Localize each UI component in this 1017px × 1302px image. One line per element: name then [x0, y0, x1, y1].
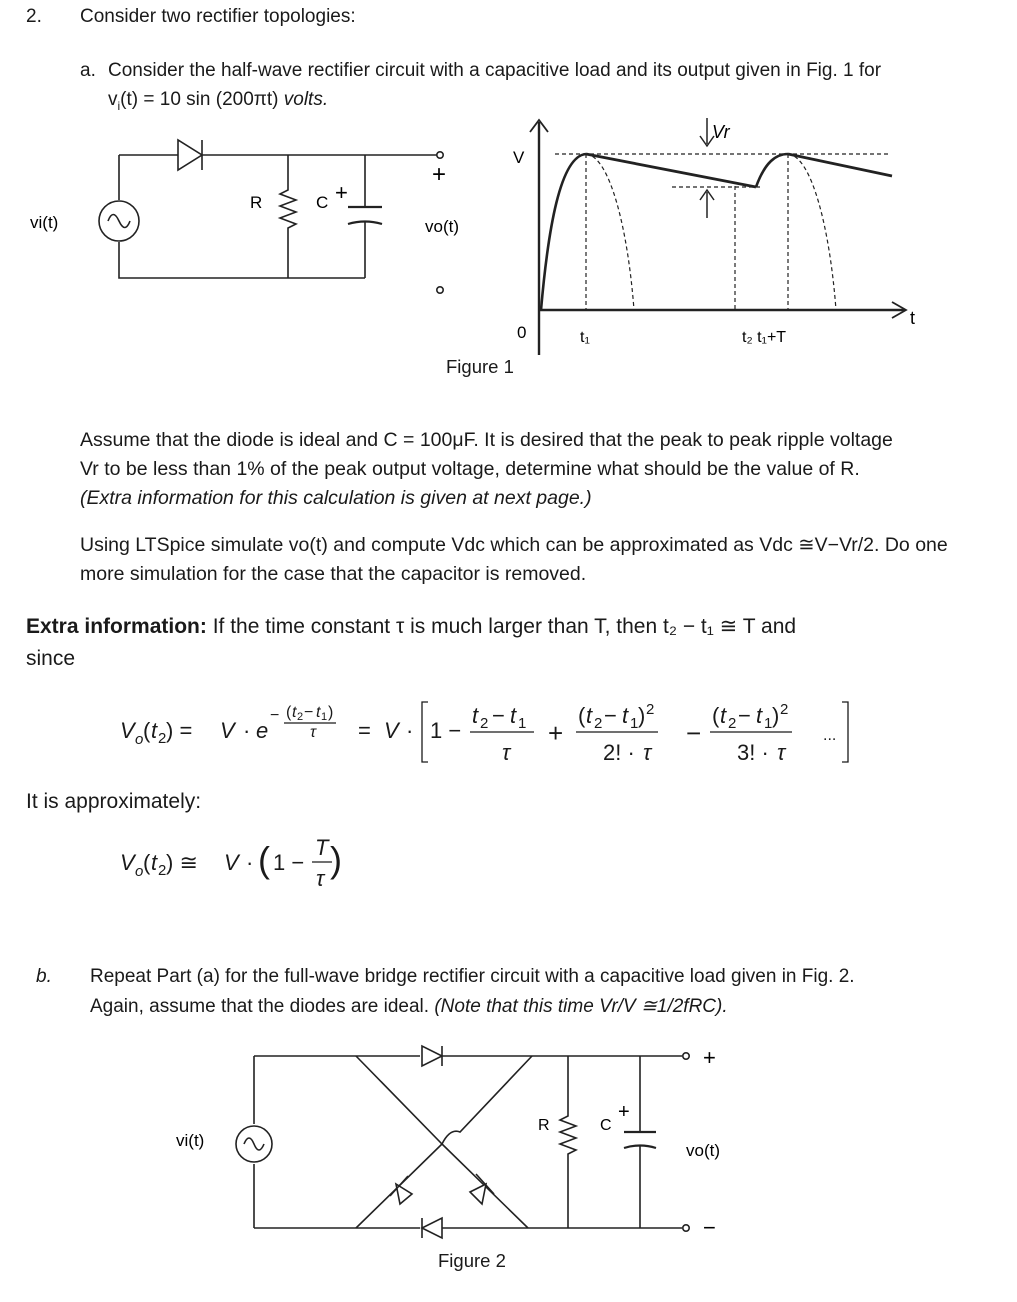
resistor-icon — [280, 155, 296, 278]
graph-x-label: t — [910, 308, 916, 328]
svg-text:...: ... — [823, 727, 837, 744]
capacitor-plus: + — [335, 180, 348, 205]
svg-text:·: · — [246, 850, 254, 875]
svg-text:): ) — [330, 839, 342, 880]
svg-text:T: T — [315, 835, 329, 860]
svg-text:1: 1 — [630, 715, 639, 732]
full-wave-bridge-circuit — [160, 1036, 740, 1248]
terminal-icon — [683, 1053, 689, 1059]
graph-origin: 0 — [517, 323, 527, 342]
svg-text:(: ( — [712, 703, 720, 728]
terminal-icon — [437, 152, 443, 158]
approx-label: It is approximately: — [26, 790, 202, 813]
svg-text:V: V — [120, 718, 135, 743]
svg-text:t: t — [292, 704, 297, 721]
waveform-discharge-2 — [788, 154, 892, 176]
source-label: vi(t) — [176, 1131, 205, 1150]
diode-icon — [422, 1046, 442, 1066]
tick-t2: t₂ t₁+T — [742, 329, 787, 346]
svg-text:τ: τ — [310, 724, 316, 741]
svg-text:): ) — [772, 703, 780, 728]
svg-text:): ) — [328, 704, 334, 721]
diode-icon — [178, 140, 202, 170]
svg-text:t: t — [586, 703, 593, 728]
half-wave-circuit — [30, 120, 470, 310]
svg-text:τ: τ — [643, 740, 652, 765]
svg-text:V: V — [220, 718, 235, 743]
svg-text:2: 2 — [728, 715, 737, 732]
tick-t1: t₁ — [580, 329, 590, 346]
problem-number: 2. — [26, 6, 42, 27]
svg-text:(: ( — [578, 703, 586, 728]
para1-line1: Assume that the diode is ideal and C = 100μF. It is desired that the peak to peak ripple voltage — [80, 429, 893, 451]
svg-text:V: V — [224, 850, 239, 875]
svg-text:2: 2 — [780, 701, 789, 718]
diode-icon — [422, 1218, 442, 1238]
svg-text:1 −: 1 − — [430, 718, 462, 743]
resistor-icon — [560, 1056, 576, 1228]
svg-text:2: 2 — [646, 701, 655, 718]
svg-text:3! ·: 3! · — [737, 740, 769, 765]
diode-icon — [470, 1184, 486, 1204]
capacitor-label: C — [316, 193, 329, 212]
svg-text:τ: τ — [502, 740, 511, 765]
part-a-text-1: Consider the half-wave rectifier circuit with a capacitive load and its output given in Fig. 1 for — [108, 60, 882, 81]
svg-text:t: t — [151, 850, 158, 875]
extra-info-line1: Extra information: If the time constant τ is much larger than T, then t₂ − t₁ ≅ T and — [26, 615, 797, 638]
approximation-equation — [110, 828, 370, 898]
para1-line2: Vr to be less than 1% of the peak output voltage, determine what should be the value of R. — [80, 458, 860, 480]
graph-y-label: V — [513, 148, 525, 167]
waveform-discharge — [586, 154, 756, 187]
para1-line3: (Extra information for this calculation is given at next page.) — [80, 487, 592, 509]
part-b-label: b. — [36, 966, 52, 987]
output-label: vo(t) — [425, 217, 459, 236]
svg-text:t: t — [756, 703, 763, 728]
svg-text:): ) — [638, 703, 646, 728]
part-a-text-2: $v_i(t) = 10$ sin (200πt) volts. — [108, 89, 329, 113]
svg-text:) ≅: ) ≅ — [166, 850, 198, 875]
svg-text:+: + — [548, 718, 564, 748]
svg-text:(: ( — [143, 718, 151, 743]
svg-text:) =: ) = — [166, 718, 193, 743]
wire — [119, 242, 365, 278]
svg-text:(: ( — [143, 850, 151, 875]
svg-text:−: − — [686, 718, 702, 748]
svg-text:2: 2 — [480, 715, 489, 732]
svg-text:·: · — [406, 718, 414, 743]
svg-text:(: ( — [258, 839, 270, 880]
svg-text:2: 2 — [158, 730, 167, 747]
svg-text:(: ( — [286, 704, 292, 721]
capacitor-label: C — [600, 1117, 612, 1134]
resistor-label: R — [250, 193, 263, 212]
ripple-waveform-graph — [500, 110, 920, 360]
svg-text:−: − — [304, 704, 314, 721]
svg-text:t: t — [510, 703, 517, 728]
figure-2-caption: Figure 2 — [438, 1250, 506, 1271]
svg-text:t: t — [151, 718, 158, 743]
terminal-icon — [437, 287, 443, 293]
figure-1-caption: Figure 1 — [446, 356, 514, 377]
output-label: vo(t) — [686, 1141, 720, 1160]
output-plus: + — [703, 1045, 716, 1070]
extra-info-line2: since — [26, 647, 76, 670]
svg-text:−: − — [492, 703, 505, 728]
svg-text:V: V — [384, 718, 399, 743]
svg-text:o: o — [135, 863, 144, 880]
svg-text:1: 1 — [321, 711, 328, 723]
svg-text:1: 1 — [518, 715, 527, 732]
svg-text:·: · — [243, 718, 251, 743]
svg-text:2: 2 — [158, 862, 167, 879]
svg-text:t: t — [720, 703, 727, 728]
para2-line2: more simulation for the case that the capacitor is removed. — [80, 563, 587, 585]
problem-heading: Consider two rectifier topologies: — [80, 6, 356, 27]
svg-text:e: e — [256, 718, 269, 743]
svg-text:−: − — [604, 703, 617, 728]
svg-text:1: 1 — [764, 715, 773, 732]
svg-text:τ: τ — [316, 866, 325, 891]
svg-text:t: t — [622, 703, 629, 728]
terminal-icon — [683, 1225, 689, 1231]
part-b-text-2: Again, assume that the diodes are ideal. (Note that this time Vr/V ≅1/2fRC). — [90, 996, 728, 1017]
svg-text:2: 2 — [594, 715, 603, 732]
svg-text:V: V — [120, 850, 135, 875]
taylor-expansion-equation — [110, 690, 870, 770]
output-minus: − — [703, 1215, 716, 1240]
ripple-label: Vr — [712, 122, 730, 142]
svg-text:τ: τ — [777, 740, 786, 765]
output-plus: + — [432, 161, 447, 188]
svg-text:−: − — [738, 703, 751, 728]
para2-line1: Using LTSpice simulate vo(t) and compute Vdc which can be approximated as Vdc ≅V−Vr/2. Do one — [80, 534, 948, 556]
svg-text:2: 2 — [297, 711, 304, 723]
svg-text:t: t — [316, 704, 321, 721]
svg-text:−: − — [270, 707, 280, 724]
svg-text:o: o — [135, 731, 144, 748]
waveform-recharge — [756, 154, 788, 187]
svg-text:2! ·: 2! · — [603, 740, 635, 765]
svg-text:=: = — [358, 718, 371, 743]
svg-text:1 −: 1 − — [273, 850, 305, 875]
capacitor-plus: + — [618, 1101, 630, 1123]
part-b-text-1: Repeat Part (a) for the full-wave bridge rectifier circuit with a capacitive load given in Fig. 2. — [90, 966, 855, 987]
resistor-label: R — [538, 1117, 550, 1134]
part-a-label: a. — [80, 60, 96, 81]
waveform-rise — [541, 154, 586, 310]
svg-text:t: t — [472, 703, 479, 728]
source-label: vi(t) — [30, 213, 59, 232]
